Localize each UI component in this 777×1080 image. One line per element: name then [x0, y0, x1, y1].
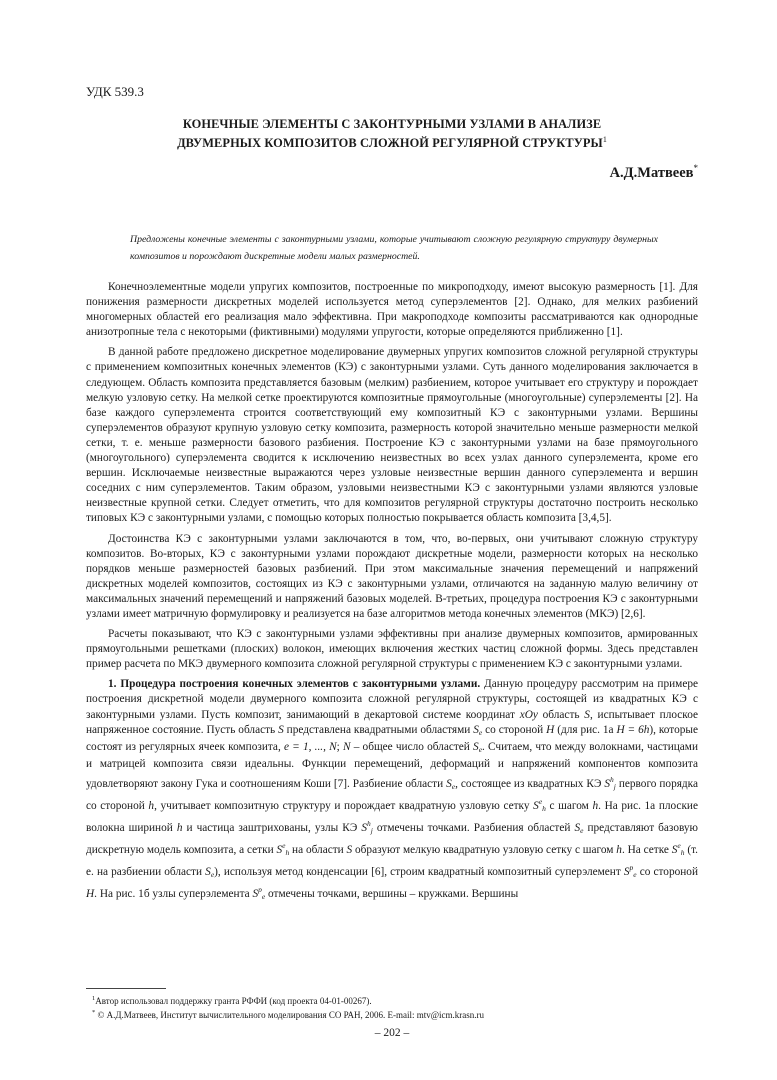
footnote-divider — [86, 988, 166, 989]
paragraph: Достоинства КЭ с законтурными узлами заключаются в том, что, во-первых, они учитывают сложную структуру композитов. Во-вторых, КЭ с законтурными узлами порождают дискретные модели, размерности которых на несколько порядков меньше размерностей базовых разбиений. При этом максимальные значения перемещений и напряжений дискретных моделей композитов, состоящих из КЭ с законтурными узлами, отличаются на заданную малую величину от максимальных значений перемещений и напряжений базовых моделей. В-третьих, процедура построения КЭ с законтурными узлами имеет матричную формулировку и реализуется на базе алгоритмов метода конечных элементов (МКЭ) [2,6]. — [86, 532, 698, 620]
body-text — [86, 280, 698, 909]
author-name: А.Д.Матвеев* — [609, 163, 698, 181]
paragraph: В данной работе предложено дискретное моделирование двумерных упругих композитов сложной регулярной структуры с применением композитных конечных элементов (КЭ) с законтурными узлами. Суть данного моделирования заключается в следующем. Область композита представляется базовым (мелким) разбиением, которое учитывает его структуру и порождает мелкую узловую сетку. На мелкой сетке проектируются композитные прямоугольные (многоугольные) суперэлементы [2]. На базе каждого суперэлемента строится соответствующий ему композитный КЭ с законтурными узлами. Вершины суперэлементов образуют крупную узловую сетку композита, размерность которой значительно меньше размерности мелкой сетки, т. е. меньше размерности базового разбиения. Построение КЭ с законтурными узлами на базе прямоугольного (многоугольного) суперэлемента сводится к исключению неизвестных во всех узлах данного суперэлемента, кроме его вершин. Исключаемые неизвестные выражаются через узловые неизвестные вершин данного суперэлемента и вершин соседних с ним суперэлементов. Таким образом, узловыми неизвестными КЭ с законтурными узлами являются узловые неизвестные крупной сетки. Следует отметить, что для композитов регулярной структуры достаточно построить несколько типовых КЭ с законтурными узлами, с помощью которых полностью покрывается область композита [3,4,5]. — [86, 346, 698, 525]
paragraph: Расчеты показывают, что КЭ с законтурными узлами эффективны при анализе двумерных композитов, армированных прямоугольными решетками (плоских) волокон, имеющих включения жестких частиц сложной формы. Здесь представлен пример расчета по МКЭ двумерного композита сложной регулярной структуры с применением КЭ с законтурными узлами. — [86, 628, 698, 671]
section-heading: 1. Процедура построения конечных элементов с законтурными узлами. — [108, 678, 481, 691]
paragraph: Конечноэлементные модели упругих композитов, построенные по микроподходу, имеют высокую размерность [1]. Для понижения размерности дискретных моделей используется метод суперэлементов [2]. Однако, для мелких разбиений многомерных областей его реализация мало эффективна. При макроподходе композиты рассматриваются как однородные анизотропные тела с некоторыми (фиктивными) модулями упругости, которые определяются приближенно [1]. — [86, 281, 698, 339]
paper-title — [86, 116, 698, 151]
footnotes — [86, 993, 698, 1021]
title-footnote-mark: 1 — [602, 135, 607, 144]
title-line-1: КОНЕЧНЫЕ ЭЛЕМЕНТЫ С ЗАКОНТУРНЫМИ УЗЛАМИ В АНАЛИЗЕ — [182, 117, 602, 131]
title-line-2: ДВУМЕРНЫХ КОМПОЗИТОВ СЛОЖНОЙ РЕГУЛЯРНОЙ СТРУКТУРЫ$^1$ — [177, 135, 607, 151]
footnote-1: $^1$Автор использовал поддержку гранта РФФИ (код проекта 04-01-00267). — [92, 995, 372, 1006]
abstract: Предложены конечные элементы с законтурными узлами, которые учитывают сложную регулярную структуру двумерных композитов и порождают дискретные модели малых размерностей. — [130, 234, 658, 262]
udk-code: УДК 539.3 — [86, 84, 144, 99]
footnote-2: * © А.Д.Матвеев, Институт вычислительного моделирования СО РАН, 2006. E-mail: mtv@icm.krasn.ru — [92, 1009, 485, 1020]
page-number: – 202 – — [374, 1027, 410, 1039]
paper-page — [86, 0, 698, 1080]
author-footnote-mark: * — [693, 163, 698, 173]
paragraph-section-1: 1. Процедура построения конечных элементов с законтурными узлами. Данную процедуру рассмотрим на примере построения дискретной модели двумерного композита сложной регулярной структуры, состоящей из квадратных КЭ с законтурными узлами. Пусть композит, занимающий в декартовой системе координат xOy область S, испытывает плоское напряженное состояние. Пусть область S представлена квадратными областями $S_e$ со стороной H (для рис. 1а H = 6h), которые состоят из регулярных ячеек композита, e = 1, ..., N; N – общее число областей $S_e$. Считаем, что между волокнами, частицами и матрицей композита связи идеальны. Функции перемещений, деформаций и напряжений компонентов композита удовлетворяют закону Гука и соотношениям Коши [7]. Разбиение области $S_e$, состоящее из квадратных КЭ $S^h_j$ первого порядка со стороной h, учитывает композитную структуру и порождает квадратную узловую сетку $S^e_h$ с шагом h. На рис. 1а плоские волокна шириной h и частица заштрихованы, узлы КЭ $S^h_j$ отмечены точками. Разбиения областей $S_e$ представляют базовую дискретную модель композита, а сетки $S^e_h$ на области S образуют мелкую квадратную узловую сетку с шагом h. На сетке $S^e_h$ (т. е. на разбиении области $S_e$), используя метод конденсации [6], строим квадратный композитный суперэлемент $S^p_e$ со стороной H. На рис. 1б узлы суперэлемента $S^p_e$ отмечены точками, вершины – кружками. Вершины — [86, 678, 699, 902]
